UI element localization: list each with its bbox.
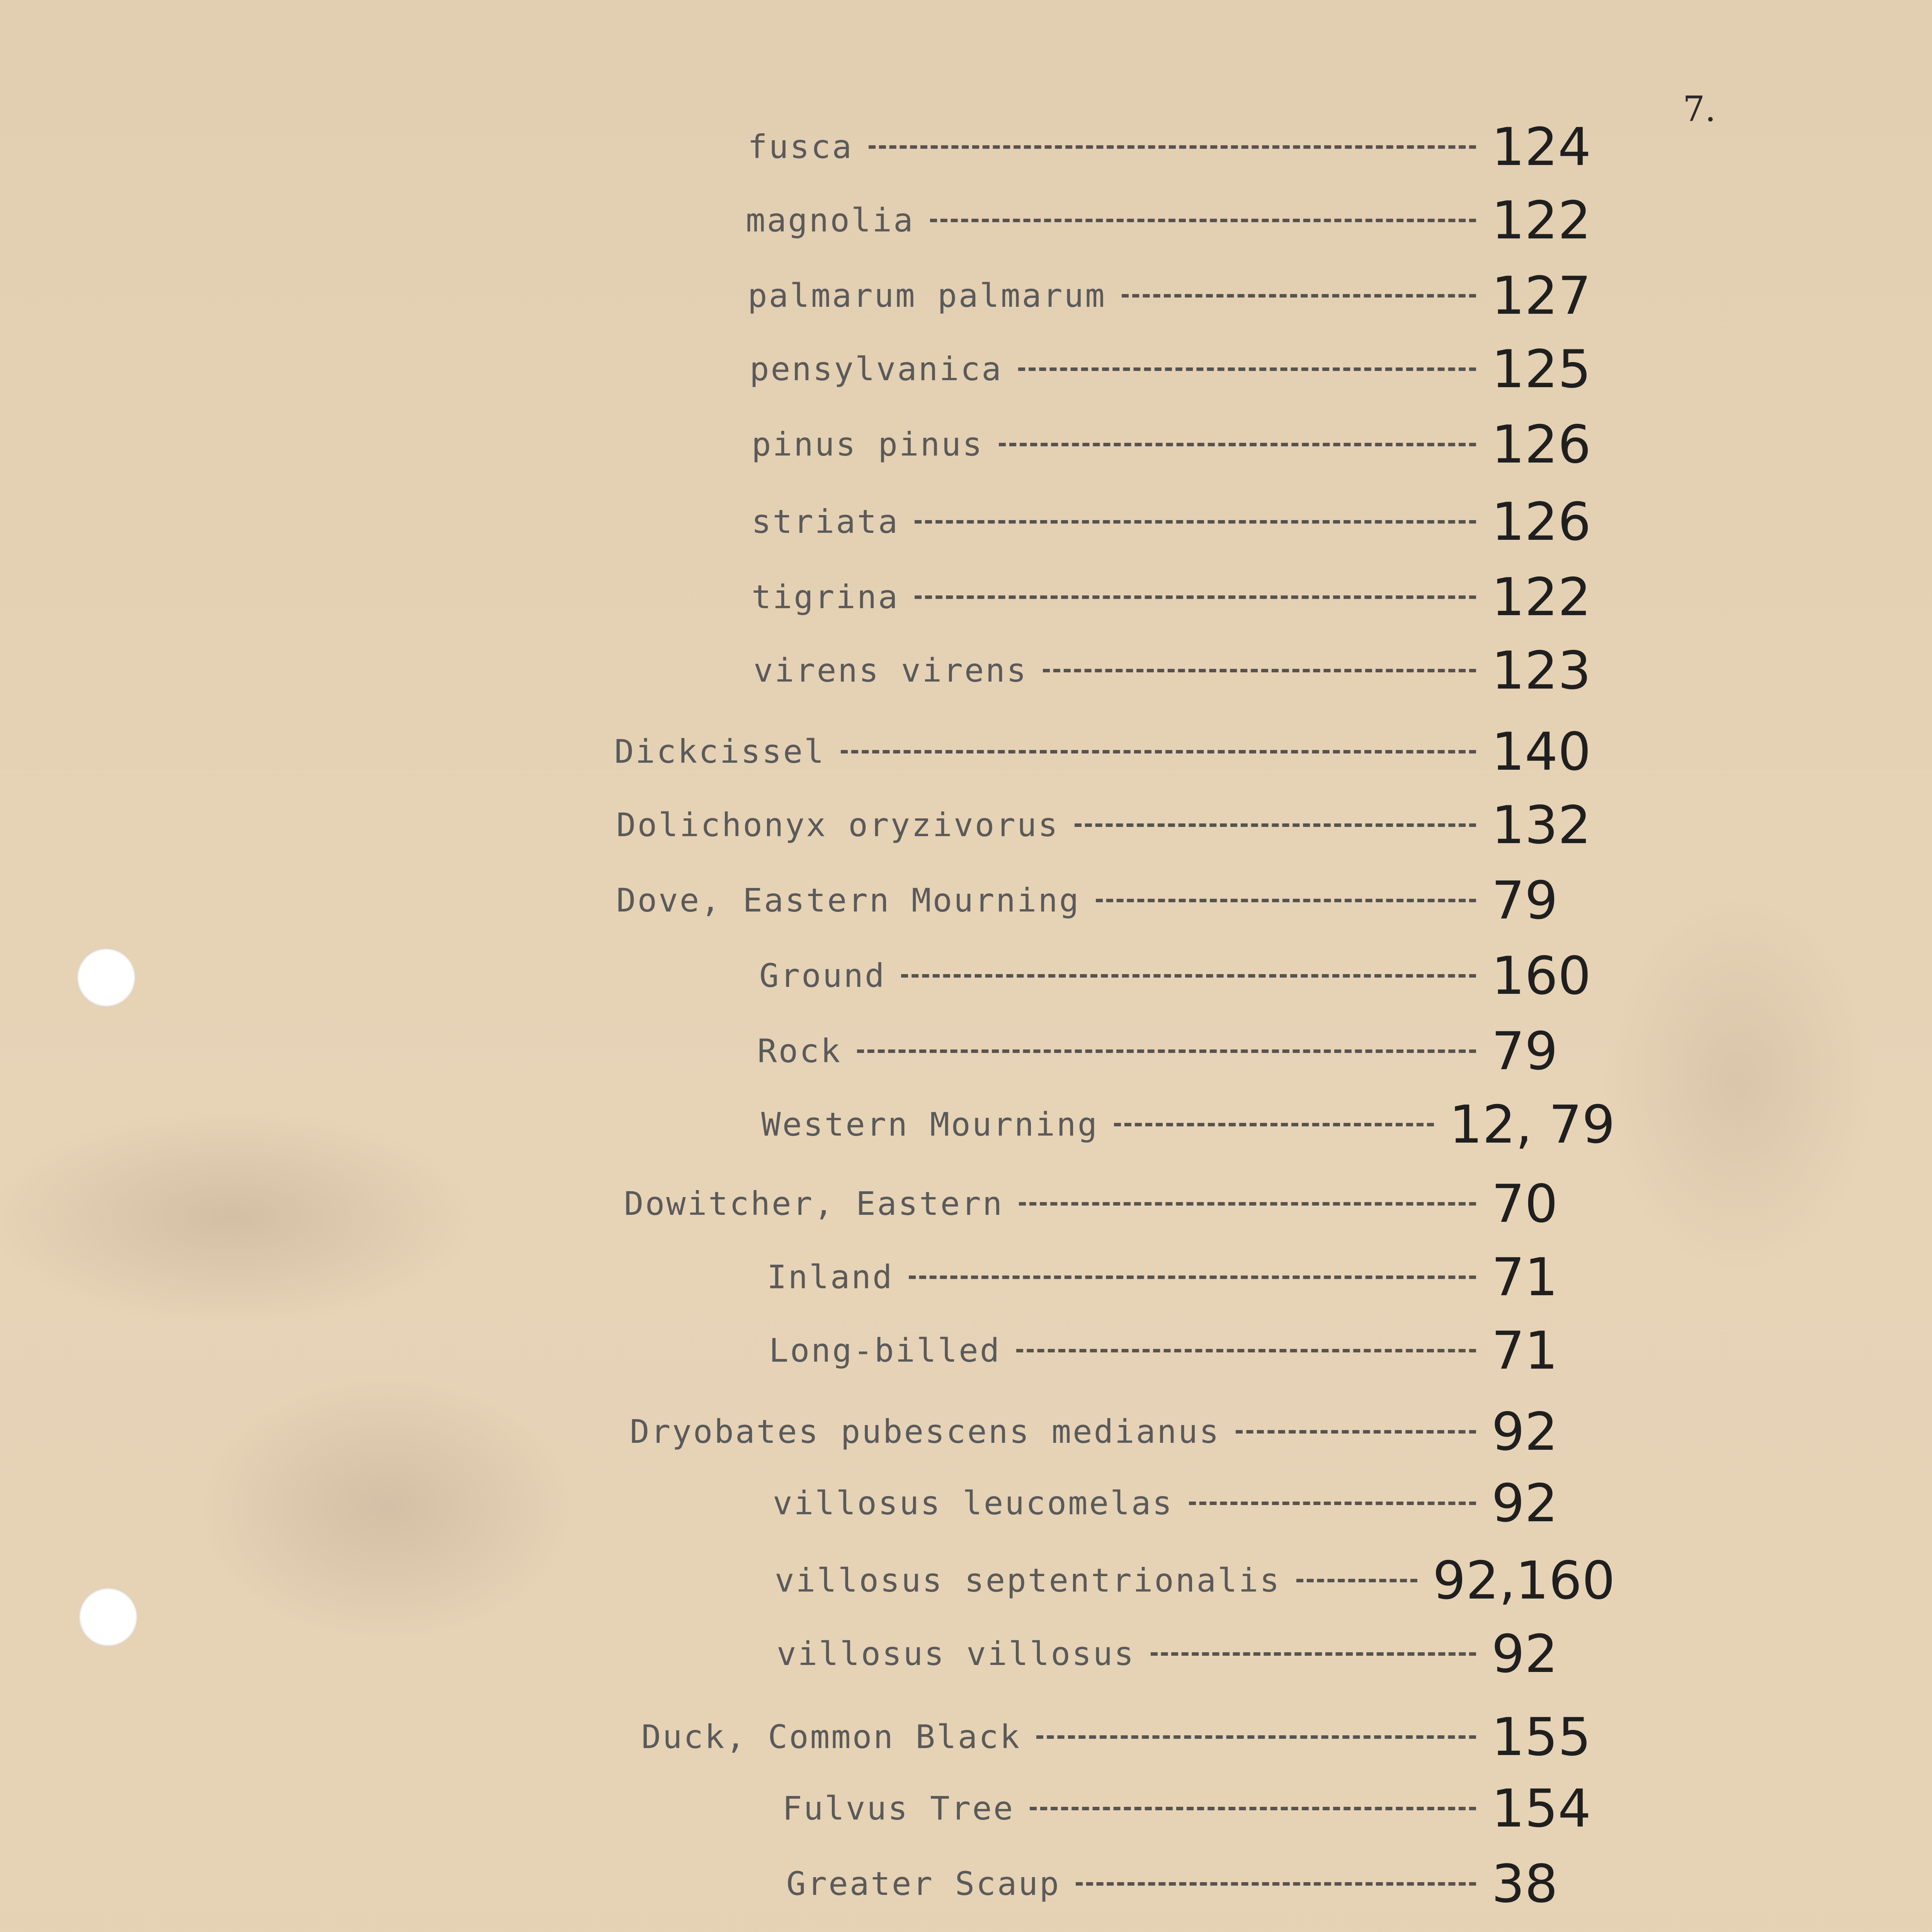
entry-name: villosus villosus <box>777 1635 1135 1673</box>
entry-name: Rock <box>757 1032 842 1070</box>
dot-leader <box>841 750 1476 753</box>
dot-leader <box>915 595 1476 599</box>
index-entry <box>750 340 1615 398</box>
entry-page-number: 125 <box>1492 338 1591 400</box>
entry-page-number: 160 <box>1492 945 1591 1006</box>
entry-page-number: 124 <box>1492 116 1591 177</box>
entry-page-number: 127 <box>1492 265 1591 326</box>
index-entry <box>761 1095 1615 1153</box>
dot-leader <box>1236 1430 1476 1434</box>
entry-name: villosus septentrionalis <box>775 1561 1281 1599</box>
punch-hole-lower <box>79 1588 137 1646</box>
entry-page-number: 70 <box>1492 1173 1558 1234</box>
entry-page-number: 122 <box>1492 566 1591 628</box>
index-entry <box>624 1175 1615 1233</box>
dot-leader <box>915 520 1476 524</box>
entry-name: Western Mourning <box>761 1105 1099 1143</box>
index-entry <box>746 191 1615 249</box>
index-entry <box>775 1551 1615 1609</box>
entry-name: Long-billed <box>769 1332 1001 1369</box>
dot-leader <box>1043 669 1476 672</box>
entry-name: Dryobates pubescens medianus <box>630 1413 1221 1451</box>
dot-leader <box>909 1276 1476 1279</box>
entry-page-number: 79 <box>1492 1020 1558 1082</box>
entry-name: Dolichonyx oryzivorus <box>616 806 1060 844</box>
entry-page-number: 92 <box>1492 1623 1558 1684</box>
entry-name: Dickcissel <box>614 733 825 770</box>
dot-leader <box>901 974 1476 978</box>
entry-page-number: 122 <box>1492 190 1591 251</box>
dot-leader <box>1151 1652 1476 1656</box>
entry-page-number: 126 <box>1492 491 1591 552</box>
entry-page-number: 71 <box>1492 1247 1558 1308</box>
entry-page-number: 155 <box>1492 1706 1591 1767</box>
entry-name: Dove, Eastern Mourning <box>616 881 1080 919</box>
dot-leader <box>1122 294 1476 298</box>
index-entry <box>630 1403 1615 1461</box>
entry-page-number: 140 <box>1492 721 1591 782</box>
index-entry <box>773 1474 1615 1532</box>
entry-page-number: 38 <box>1492 1853 1558 1914</box>
entry-page-number: 126 <box>1492 414 1591 475</box>
entry-page-number: 154 <box>1492 1778 1591 1839</box>
entry-name: pinus pinus <box>752 425 984 463</box>
entry-page-number: 92 <box>1492 1401 1558 1462</box>
dot-leader <box>1114 1123 1434 1126</box>
entry-page-number: 79 <box>1492 870 1558 931</box>
dot-leader <box>857 1049 1476 1053</box>
entry-name: Ground <box>759 957 886 995</box>
entry-page-number: 71 <box>1492 1320 1558 1381</box>
index-entry <box>752 493 1615 551</box>
entry-page-number: 12, 79 <box>1449 1094 1615 1155</box>
entry-name: Dowitcher, Eastern <box>624 1185 1004 1223</box>
index-entry <box>748 118 1615 176</box>
entry-page-number: 132 <box>1492 794 1591 855</box>
entry-name: pensylvanica <box>750 350 1003 388</box>
dot-leader <box>869 145 1476 149</box>
dot-leader <box>1030 1807 1476 1810</box>
dot-leader <box>999 443 1476 446</box>
dot-leader <box>1076 1882 1476 1886</box>
entry-name: Inland <box>767 1258 894 1296</box>
index-entry <box>616 796 1615 854</box>
entry-name: Fulvus Tree <box>782 1789 1015 1827</box>
index-entry <box>641 1708 1615 1766</box>
index-entry <box>753 641 1615 699</box>
entry-name: virens virens <box>753 651 1028 689</box>
dot-leader <box>1096 899 1476 902</box>
entry-name: magnolia <box>746 201 915 239</box>
index-entry <box>782 1779 1615 1837</box>
index-entry <box>767 1248 1615 1306</box>
entry-name: palmarum palmarum <box>748 277 1106 315</box>
index-entry <box>752 568 1615 626</box>
index-entry <box>769 1321 1615 1379</box>
dot-leader <box>930 219 1476 222</box>
punch-hole-upper <box>77 949 135 1007</box>
dot-leader <box>1296 1579 1417 1582</box>
entry-page-number: 92 <box>1492 1473 1558 1534</box>
dot-leader <box>1075 823 1476 827</box>
entry-name: striata <box>752 503 900 541</box>
entry-name: Duck, Common Black <box>641 1718 1021 1756</box>
entry-name: Greater Scaup <box>786 1865 1061 1903</box>
index-entry <box>786 1855 1615 1913</box>
entry-name: villosus leucomelas <box>773 1484 1173 1522</box>
dot-leader <box>1016 1349 1476 1352</box>
entry-page-number: 92,160 <box>1432 1550 1615 1611</box>
entry-name: tigrina <box>752 578 900 616</box>
index-entry <box>614 723 1615 781</box>
index-entry <box>757 1022 1615 1080</box>
index-entry <box>752 415 1615 473</box>
entry-page-number: 123 <box>1492 640 1591 701</box>
dot-leader <box>1036 1735 1476 1739</box>
entry-name: fusca <box>748 128 853 166</box>
index-entry <box>616 871 1615 929</box>
dot-leader <box>1018 367 1476 371</box>
index-entry <box>777 1625 1615 1683</box>
dot-leader <box>1019 1202 1476 1206</box>
index-entry <box>748 267 1615 325</box>
page-number: 7. <box>1683 89 1716 129</box>
dot-leader <box>1189 1502 1476 1505</box>
index-entry <box>759 947 1615 1005</box>
